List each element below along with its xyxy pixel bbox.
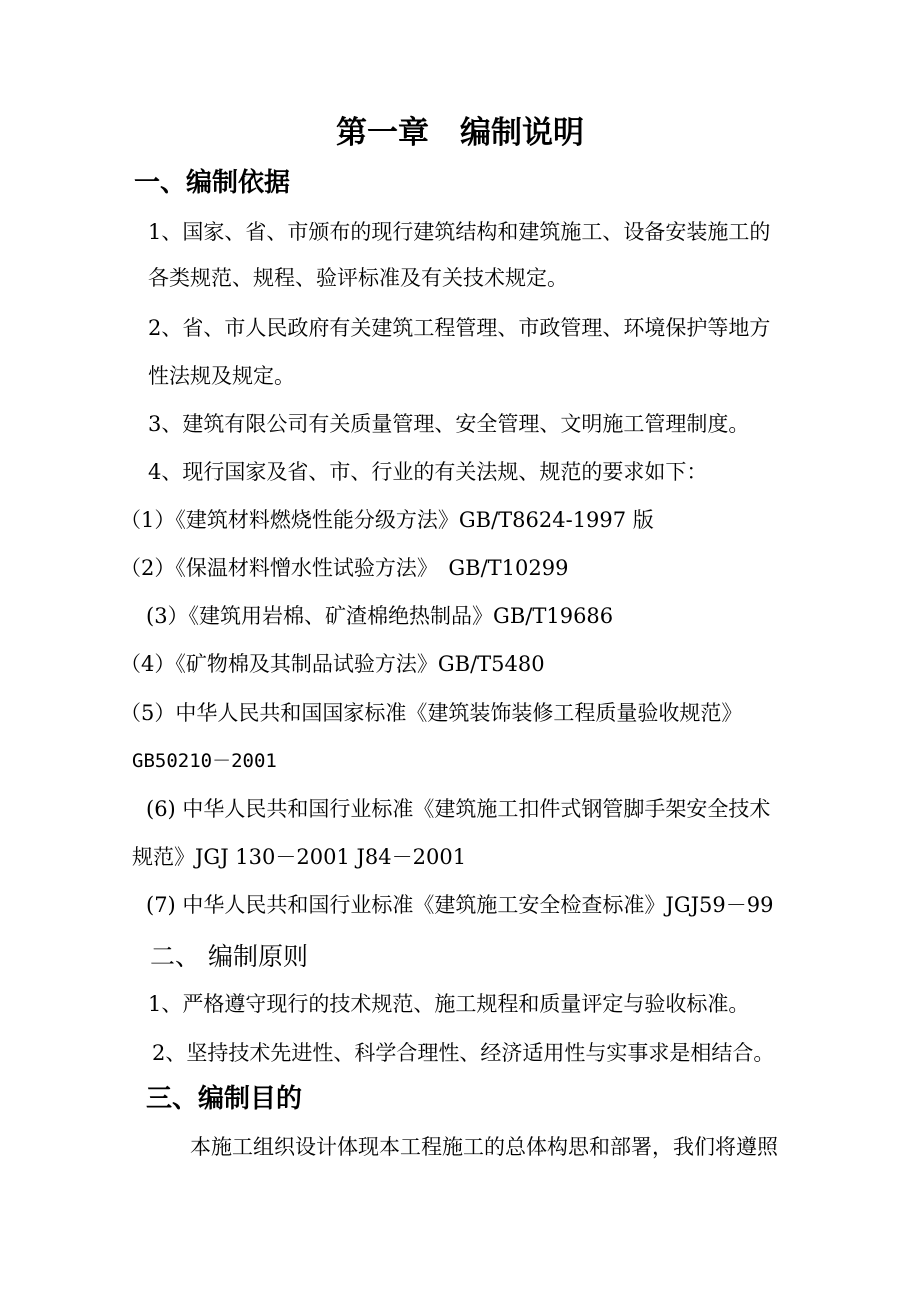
standard-item-6-line-1: (6) 中华人民共和国行业标准《建筑施工扣件式钢管脚手架安全技术 [146,797,771,821]
standard-item-3: (3）《建筑用岩棉、矿渣棉绝热制品》GB/T19686 [146,604,614,628]
basis-item-1-line-1: 1、国家、省、市颁布的现行建筑结构和建筑施工、设备安装施工的 [148,220,771,244]
standard-item-2: （2）《保温材料憎水性试验方法》 GB/T10299 [120,556,569,580]
section-heading-basis: 一、编制依据 [134,168,291,198]
principle-item-2: 2、坚持技术先进性、科学合理性、经济适用性与实事求是相结合。 [152,1041,775,1065]
basis-item-2-line-2: 性法规及规定。 [148,364,295,388]
purpose-paragraph-line-1: 本施工组织设计体现本工程施工的总体构思和部署，我们将遵照 [190,1135,778,1159]
standard-item-5-line-2: GB50210－2001 [132,750,277,772]
standard-item-7: (7) 中华人民共和国行业标准《建筑施工安全检查标准》JGJ59－99 [146,893,774,917]
basis-item-2-line-1: 2、省、市人民政府有关建筑工程管理、市政管理、环境保护等地方 [148,316,771,340]
chapter-title: 第一章 编制说明 [336,115,584,151]
standard-item-5-line-1: （5）中华人民共和国国家标准《建筑装饰装修工程质量验收规范》 [120,701,743,725]
principle-item-1: 1、严格遵守现行的技术规范、施工规程和质量评定与验收标准。 [148,992,750,1016]
basis-item-4: 4、现行国家及省、市、行业的有关法规、规范的要求如下： [148,460,708,484]
basis-item-1-line-2: 各类规范、规程、验评标准及有关技术规定。 [148,266,568,290]
standard-item-6-line-2: 规范》JGJ 130－2001 J84－2001 [132,845,467,869]
section-heading-principles: 二、 编制原则 [150,942,308,971]
standard-item-1: （1）《建筑材料燃烧性能分级方法》GB/T8624-1997 版 [120,508,654,532]
standard-item-4: （4）《矿物棉及其制品试验方法》GB/T5480 [120,652,545,676]
section-heading-purpose: 三、编制目的 [146,1084,303,1114]
basis-item-3: 3、建筑有限公司有关质量管理、安全管理、文明施工管理制度。 [148,412,750,436]
